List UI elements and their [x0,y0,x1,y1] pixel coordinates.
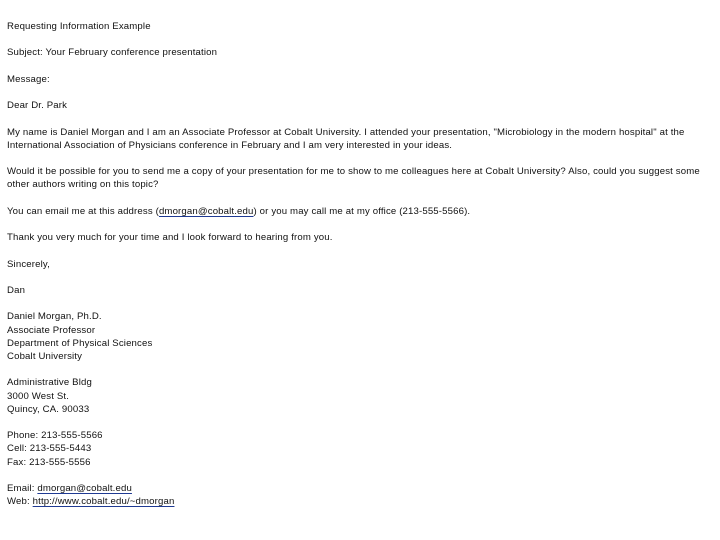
email-link-inline[interactable]: dmorgan@cobalt.edu [158,205,254,217]
email-link[interactable]: dmorgan@cobalt.edu [37,482,132,494]
short-name: Dan [7,284,26,296]
address-building: Administrative Bldg [7,377,92,389]
cell-number: Cell: 213-555-5443 [7,443,92,455]
web-label: Web: [7,496,33,508]
closing: Sincerely, [7,258,50,270]
body-paragraph-request: Would it be possible for you to send me a copy of your presentation for me to show to me colleagues here at Cobalt University? Also, could you suggest some other authors writing on this topic? [7,166,700,191]
signature-block [7,310,713,363]
signature-institution: Cobalt University [7,350,83,362]
greeting: Dear Dr. Park [7,100,68,112]
subject-line: Subject: Your February conference presentation [7,47,218,59]
document-title: Requesting Information Example [7,21,151,32]
signature-department: Department of Physical Sciences [7,337,153,349]
address-block [7,376,713,416]
body-paragraph-contact [7,205,713,218]
fax-number: Fax: 213-555-5556 [7,456,91,468]
web-line [7,495,713,508]
signature-name: Daniel Morgan, Ph.D. [7,311,102,323]
email-label: Email: [7,482,38,494]
body-paragraph-intro: My name is Daniel Morgan and I am an Associate Professor at Cobalt University. I attended your presentation, "Microbiology in the modern hospital" at the International Association of Physicians conference in February and I am very interested in your ideas. [7,126,685,151]
message-label: Message: [7,73,50,85]
phone-block [7,429,713,469]
email-line [7,482,713,495]
body-paragraph-thanks: Thank you very much for your time and I look forward to hearing from you. [7,232,333,244]
phone-number: Phone: 213-555-5566 [7,430,103,442]
contact-text-before: You can email me at this address ( [7,205,159,217]
signature-position: Associate Professor [7,324,96,336]
address-street: 3000 West St. [7,390,70,402]
address-city: Quincy, CA. 90033 [7,403,90,415]
web-link[interactable]: http://www.cobalt.edu/~dmorgan [32,496,175,508]
email-document [7,20,713,522]
online-contact-block [7,482,713,508]
contact-text-after: ) or you may call me at my office (213-555-5566). [253,205,471,217]
